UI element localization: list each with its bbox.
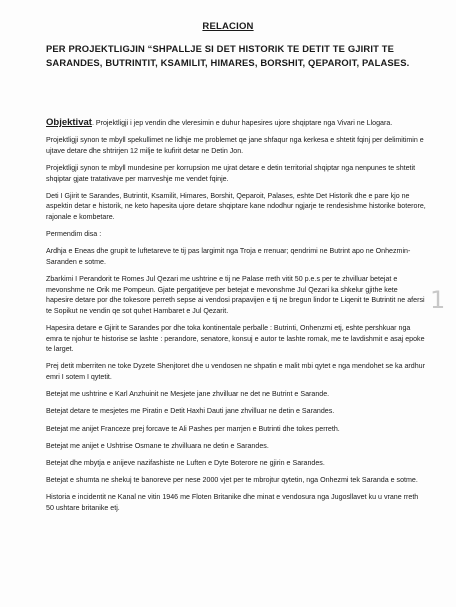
side-page-mark: 1 <box>430 286 446 314</box>
body-paragraph: Permendim disa : <box>46 230 102 239</box>
objective-label: Objektivat <box>46 117 92 128</box>
document-body <box>46 118 426 520</box>
body-paragraph: Betejat me anijet Franceze prej forcave te Ali Pashes per marrjen e Butrinti dhe tokes perreth. <box>46 424 340 433</box>
body-paragraph: Hapesira detare e Gjirit te Sarandes por dhe toka kontinentale perballe : Butrinti, Onhenzmi etj, eshte pershkuar nga emra te njohur te historise se lashte : perandore, senatore, konsuj e autor te lashte romak, me te lavdishmit e asaj epoke te larget. <box>46 324 425 354</box>
objective-text: . Projektligji i jep vendin dhe vleresimin e duhur hapesires ujore shqiptare nga Vivari ne Llogara. <box>91 119 393 127</box>
body-paragraph: Betejat e shumta ne shekuj te banoreve per nese 2000 vjet per te mbrojtur qytetin, nga Onhezmi tek Saranda e sotme. <box>46 476 418 485</box>
body-paragraph: Betejat me anijet e Ushtrise Osmane te zhvilluara ne detin e Sarandes. <box>46 441 269 450</box>
body-paragraph: Zbarkimi I Perandorit te Romes Jul Qezari me ushtrine e tij ne Palase rreth vitit 50 p.e.s per te zhvilluar betejat e mevonshme ne Orik me Pompeun. Gjate pergatitjeve per betejat e mevonshme Jul Qezari ka shkelur gjithe kete hapesire detare por dhe tokesore perreth sepse ai vendosi prapavijen e tij ne bregun lindor te Liqenit te Butrintit ne afersi te Sopikut ne vendin qe sot quhet Hambaret e Jul Qezarit. <box>46 275 425 315</box>
body-paragraph: Projektligji synon te mbyll spekullimet ne lidhje me problemet qe jane shfaqur nga kerkesa e shtetit fqinj per delimitimin e ujtave detare dhe shtrirjen 12 milje te kufirit detar ne Detin Jon. <box>46 136 424 155</box>
body-paragraph: Betejat dhe mbytja e anijeve nazifashiste ne Luften e Dyte Boterore ne gjirin e Sarandes. <box>46 458 325 467</box>
objective-paragraph <box>46 118 426 129</box>
document-subtitle: PER PROJEKTLIGJIN “SHPALLJE SI DET HISTORIK TE DETIT TE GJIRIT TE SARANDES, BUTRINTIT, KSAMILIT, HIMARES, BORSHIT, QEPAROIT, PALASES. <box>46 43 410 68</box>
body-paragraph: Deti I Gjirit te Sarandes, Butrintit, Ksamilit, Himares, Borshit, Qeparoit, Palases, eshte Det Historik dhe e pare kjo ne aspektin detar e historik, ne keto hapesita ujore detare shqiptare kane ndodhur ngjarje te rendesishme historike boterore, rajonale e kombetare. <box>46 191 426 221</box>
document-title: RELACION <box>202 21 254 32</box>
body-paragraph: Betejat me ushtrine e Karl Anzhuinit ne Mesjete jane zhvilluar ne det ne Butrint e Sarande. <box>46 390 330 399</box>
body-paragraph: Ardhja e Eneas dhe grupit te luftetareve te tij pas largimit nga Troja e rrenuar; qendrimi ne Butrint apo ne Onhezmin-Saranden e sotme. <box>46 247 411 266</box>
body-paragraph: Betejat detare te mesjetes me Piratin e Detit Haxhi Dauti jane zhvilluar ne detin e Sarandes. <box>46 407 335 416</box>
body-paragraph: Projektligji synon te mbyll mundesine per korrupsion me ujrat detare e detin territorial shqiptar nga nenpunes te shtetit shqiptar gjate tratativave per marrveshje me vendet fqinje. <box>46 163 416 183</box>
body-paragraph: Historia e incidentit ne Kanal ne vitin 1946 me Floten Britanike dhe minat e vendosura nga Jugosllavet ku u vrane rreth 50 ushtare britanike etj. <box>46 493 419 512</box>
body-paragraph: Prej detit mberriten ne toke Dyzete Shenjtoret dhe u vendosen ne shpatin e malit mbi qytet e nga mendohet se ka ardhur emri I sotem I qytetit. <box>46 362 425 382</box>
